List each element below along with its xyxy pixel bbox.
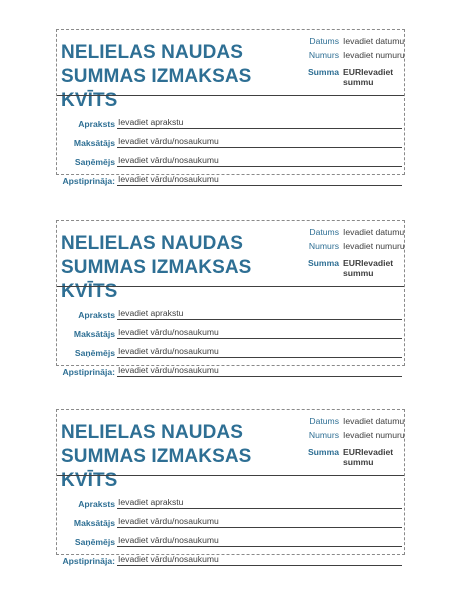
approved-field[interactable]: Ievadiet vārdu/nosaukumu <box>117 365 402 377</box>
recipient-label: Saņēmējs <box>74 157 115 167</box>
sum-label: Summa <box>307 67 339 77</box>
approved-row <box>57 358 404 377</box>
sum-row <box>297 447 405 467</box>
receipt-meta <box>297 34 405 87</box>
title-line-2: SUMMAS IZMAKSAS KVĪTS <box>61 66 252 111</box>
date-row <box>297 34 405 48</box>
number-field[interactable]: Ievadiet numuru <box>343 241 405 251</box>
approved-row <box>57 167 404 186</box>
approved-field[interactable]: Ievadiet vārdu/nosaukumu <box>117 174 402 186</box>
date-row <box>297 225 405 239</box>
description-field[interactable]: Ievadiet aprakstu <box>117 308 402 320</box>
approved-label: Apstiprināja: <box>62 556 115 566</box>
recipient-label: Saņēmējs <box>74 348 115 358</box>
recipient-row <box>57 528 404 547</box>
description-label: Apraksts <box>78 119 115 129</box>
recipient-label: Saņēmējs <box>74 537 115 547</box>
sum-label: Summa <box>307 258 339 268</box>
date-field[interactable]: Ievadiet datumu <box>343 416 405 426</box>
recipient-field[interactable]: Ievadiet vārdu/nosaukumu <box>117 346 402 358</box>
date-row <box>297 414 405 428</box>
receipt-3 <box>56 409 405 566</box>
payer-row <box>57 509 404 528</box>
date-label: Datums <box>309 227 339 237</box>
approved-label: Apstiprināja: <box>62 367 115 377</box>
description-field[interactable]: Ievadiet aprakstu <box>117 117 402 129</box>
divider <box>57 475 404 476</box>
sum-field[interactable]: EURIevadiet summu <box>343 67 394 87</box>
payer-label: Maksātājs <box>73 138 115 148</box>
approved-field[interactable]: Ievadiet vārdu/nosaukumu <box>117 554 402 566</box>
description-label: Apraksts <box>78 310 115 320</box>
description-field[interactable]: Ievadiet aprakstu <box>117 497 402 509</box>
recipient-row <box>57 148 404 167</box>
receipt-fields <box>57 110 404 186</box>
receipt-fields <box>57 490 404 566</box>
number-label: Numurs <box>308 430 339 440</box>
approved-label: Apstiprināja: <box>62 176 115 186</box>
receipt-meta <box>297 225 405 278</box>
date-field[interactable]: Ievadiet datumu <box>343 227 405 237</box>
description-label: Apraksts <box>78 499 115 509</box>
title-line-2: SUMMAS IZMAKSAS KVĪTS <box>61 257 252 302</box>
date-label: Datums <box>309 36 339 46</box>
description-row <box>57 490 404 509</box>
title-line-1: NELIELAS NAUDAS <box>61 42 244 63</box>
receipt-1 <box>56 29 405 186</box>
title-line-1: NELIELAS NAUDAS <box>61 422 244 443</box>
number-field[interactable]: Ievadiet numuru <box>343 430 405 440</box>
approved-row <box>57 547 404 566</box>
receipt-title <box>61 41 301 113</box>
number-label: Numurs <box>308 50 339 60</box>
payer-row <box>57 320 404 339</box>
recipient-row <box>57 339 404 358</box>
number-label: Numurs <box>308 241 339 251</box>
date-label: Datums <box>309 416 339 426</box>
number-field[interactable]: Ievadiet numuru <box>343 50 405 60</box>
payer-field[interactable]: Ievadiet vārdu/nosaukumu <box>117 516 402 528</box>
payer-field[interactable]: Ievadiet vārdu/nosaukumu <box>117 327 402 339</box>
sum-field[interactable]: EURIevadiet summu <box>343 258 394 278</box>
receipt-fields <box>57 301 404 377</box>
sum-label: Summa <box>307 447 339 457</box>
description-row <box>57 301 404 320</box>
recipient-field[interactable]: Ievadiet vārdu/nosaukumu <box>117 535 402 547</box>
payer-label: Maksātājs <box>73 329 115 339</box>
title-line-1: NELIELAS NAUDAS <box>61 233 244 254</box>
sum-row <box>297 67 405 87</box>
receipt-title <box>61 421 301 493</box>
number-row <box>297 239 405 253</box>
sum-row <box>297 258 405 278</box>
date-field[interactable]: Ievadiet datumu <box>343 36 405 46</box>
receipt-2 <box>56 220 405 377</box>
recipient-field[interactable]: Ievadiet vārdu/nosaukumu <box>117 155 402 167</box>
number-row <box>297 428 405 442</box>
payer-row <box>57 129 404 148</box>
divider <box>57 286 404 287</box>
receipt-meta <box>297 414 405 467</box>
description-row <box>57 110 404 129</box>
payer-label: Maksātājs <box>73 518 115 528</box>
number-row <box>297 48 405 62</box>
divider <box>57 95 404 96</box>
receipt-title <box>61 232 301 304</box>
payer-field[interactable]: Ievadiet vārdu/nosaukumu <box>117 136 402 148</box>
title-line-2: SUMMAS IZMAKSAS KVĪTS <box>61 446 252 491</box>
sum-field[interactable]: EURIevadiet summu <box>343 447 394 467</box>
